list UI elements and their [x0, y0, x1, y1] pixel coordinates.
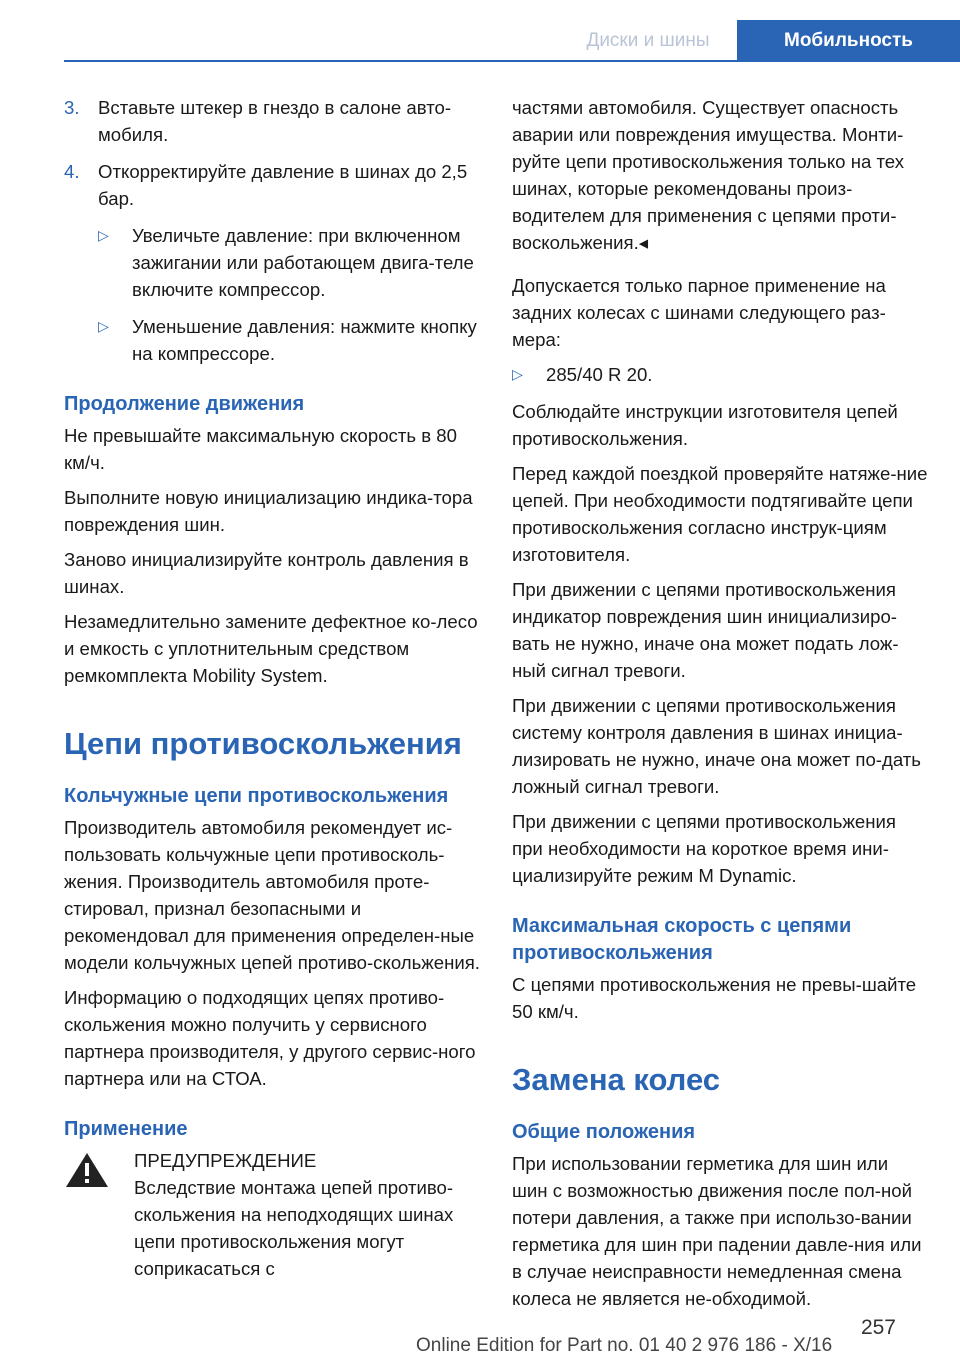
header-section: Диски и шины [586, 30, 710, 51]
triangle-right-icon: ▷ [98, 318, 109, 334]
list-item-text: 285/40 R 20. [546, 364, 653, 385]
general-heading: Общие положения [512, 1121, 696, 1143]
list-item [98, 313, 480, 367]
paragraph: Производитель автомобиля рекомендует ис-пользовать кольчужные цепи противосколь-жения. Производитель автомобиля протe-стировал, признал безопасными и рекомендовал для применения определен-ные модели кольчужных цепей противо-скольжения. [64, 817, 480, 973]
paragraph: При движении с цепями противоскольжения при необходимости на короткое время ини-циализируйте режим M Dynamic. [512, 811, 896, 886]
list-item-text: Уменьшение давления: нажмите кнопку на компрессоре. [132, 316, 477, 364]
paragraph: При движении с цепями противоскольжения систему контроля давления в шинах инициа-лизировать не нужно, иначе она может по-дать ложный сигнал тревоги. [512, 695, 921, 797]
list-item [98, 222, 480, 303]
paragraph: Заново инициализируйте контроль давления в шинах. [64, 549, 469, 597]
paragraph: При движении с цепями противоскольжения индикатор повреждения шин инициализиро-вать не нужно, иначе она может подать лож-ный сигнал тревоги. [512, 579, 899, 681]
paragraph: Соблюдайте инструкции изготовителя цепей противоскольжения. [512, 401, 898, 449]
warning-text: Вследствие монтажа цепей противо-скольжения на неподходящих шинах цепи противоскольжения могут соприкасаться с [134, 1177, 454, 1279]
continue-heading: Продолжение движения [64, 393, 305, 415]
list-item [512, 361, 928, 388]
paragraph: При использовании герметика для шин или шин с возможностью движения после пол-ной потери давления, а также при использо-вании герметика для шин при падении давле-ния или в случае неисправности немедленная смена колеса не является не-обходимой. [512, 1153, 922, 1309]
ring-chains-heading: Кольчужные цепи противоскольжения [64, 785, 449, 807]
wheel-change-heading: Замена колес [512, 1062, 721, 1097]
paragraph: Выполните новую инициализацию индика-тора повреждения шин. [64, 487, 473, 535]
page-number: 257 [860, 1316, 896, 1339]
step-text: Откорректируйте давление в шинах до 2,5 бар. [98, 161, 468, 209]
step-number: 4. [64, 161, 80, 182]
left-column [64, 94, 480, 1282]
usage-heading: Применение [64, 1118, 188, 1140]
paragraph: Перед каждой поездкой проверяйте натяже-ние цепей. При необходимости подтягивайте цепи противоскольжения согласно инструк-циям изготовителя. [512, 463, 928, 565]
warning-title: ПРЕДУПРЕЖДЕНИЕ [134, 1150, 317, 1171]
max-speed-heading: Максимальная скорость с цепями противоскольжения [512, 915, 852, 964]
list-item-text: Увеличьте давление: при включенном зажигании или работающем двига-теле включите компрессор. [132, 225, 474, 300]
paragraph: частями автомобиля. Существует опасность аварии или повреждения имущества. Монти-руйте цепи противоскольжения только на тех шинах, которые рекомендованы произ-водителем для применения с цепями проти-воскольжения.◂ [512, 97, 905, 253]
triangle-right-icon: ▷ [98, 227, 109, 243]
paragraph: Не превышайте максимальную скорость в 80 км/ч. [64, 425, 457, 473]
header-chapter: Мобильность [737, 20, 960, 62]
chains-heading: Цепи противоскольжения [64, 726, 462, 761]
warning-block [64, 1147, 480, 1282]
paragraph: Информацию о подходящих цепях противо-скольжения можно получить у сервисного партнера производителя, у другого сервис-ного партнера или на СТОА. [64, 987, 476, 1089]
page-header [0, 20, 960, 62]
paragraph: Допускается только парное применение на задних колесах с шинами следующего раз-мера: [512, 275, 886, 350]
step-text: Вставьте штекер в гнездо в салоне авто-мобиля. [98, 97, 452, 145]
right-column [512, 94, 928, 1320]
paragraph: Незамедлительно замените дефектное ко-лесо и емкость с уплотнительным средством ремкомплекта Mobility System. [64, 611, 478, 686]
triangle-right-icon: ▷ [512, 366, 523, 382]
step-4 [64, 158, 480, 212]
step-number: 3. [64, 97, 80, 118]
warning-triangle-icon [64, 1151, 110, 1189]
paragraph: С цепями противоскольжения не превы-шайте 50 км/ч. [512, 974, 917, 1022]
footer-edition: Online Edition for Part no. 01 40 2 976 186 - X/16 [416, 1335, 833, 1356]
header-rule [64, 60, 960, 62]
step-3 [64, 94, 480, 148]
